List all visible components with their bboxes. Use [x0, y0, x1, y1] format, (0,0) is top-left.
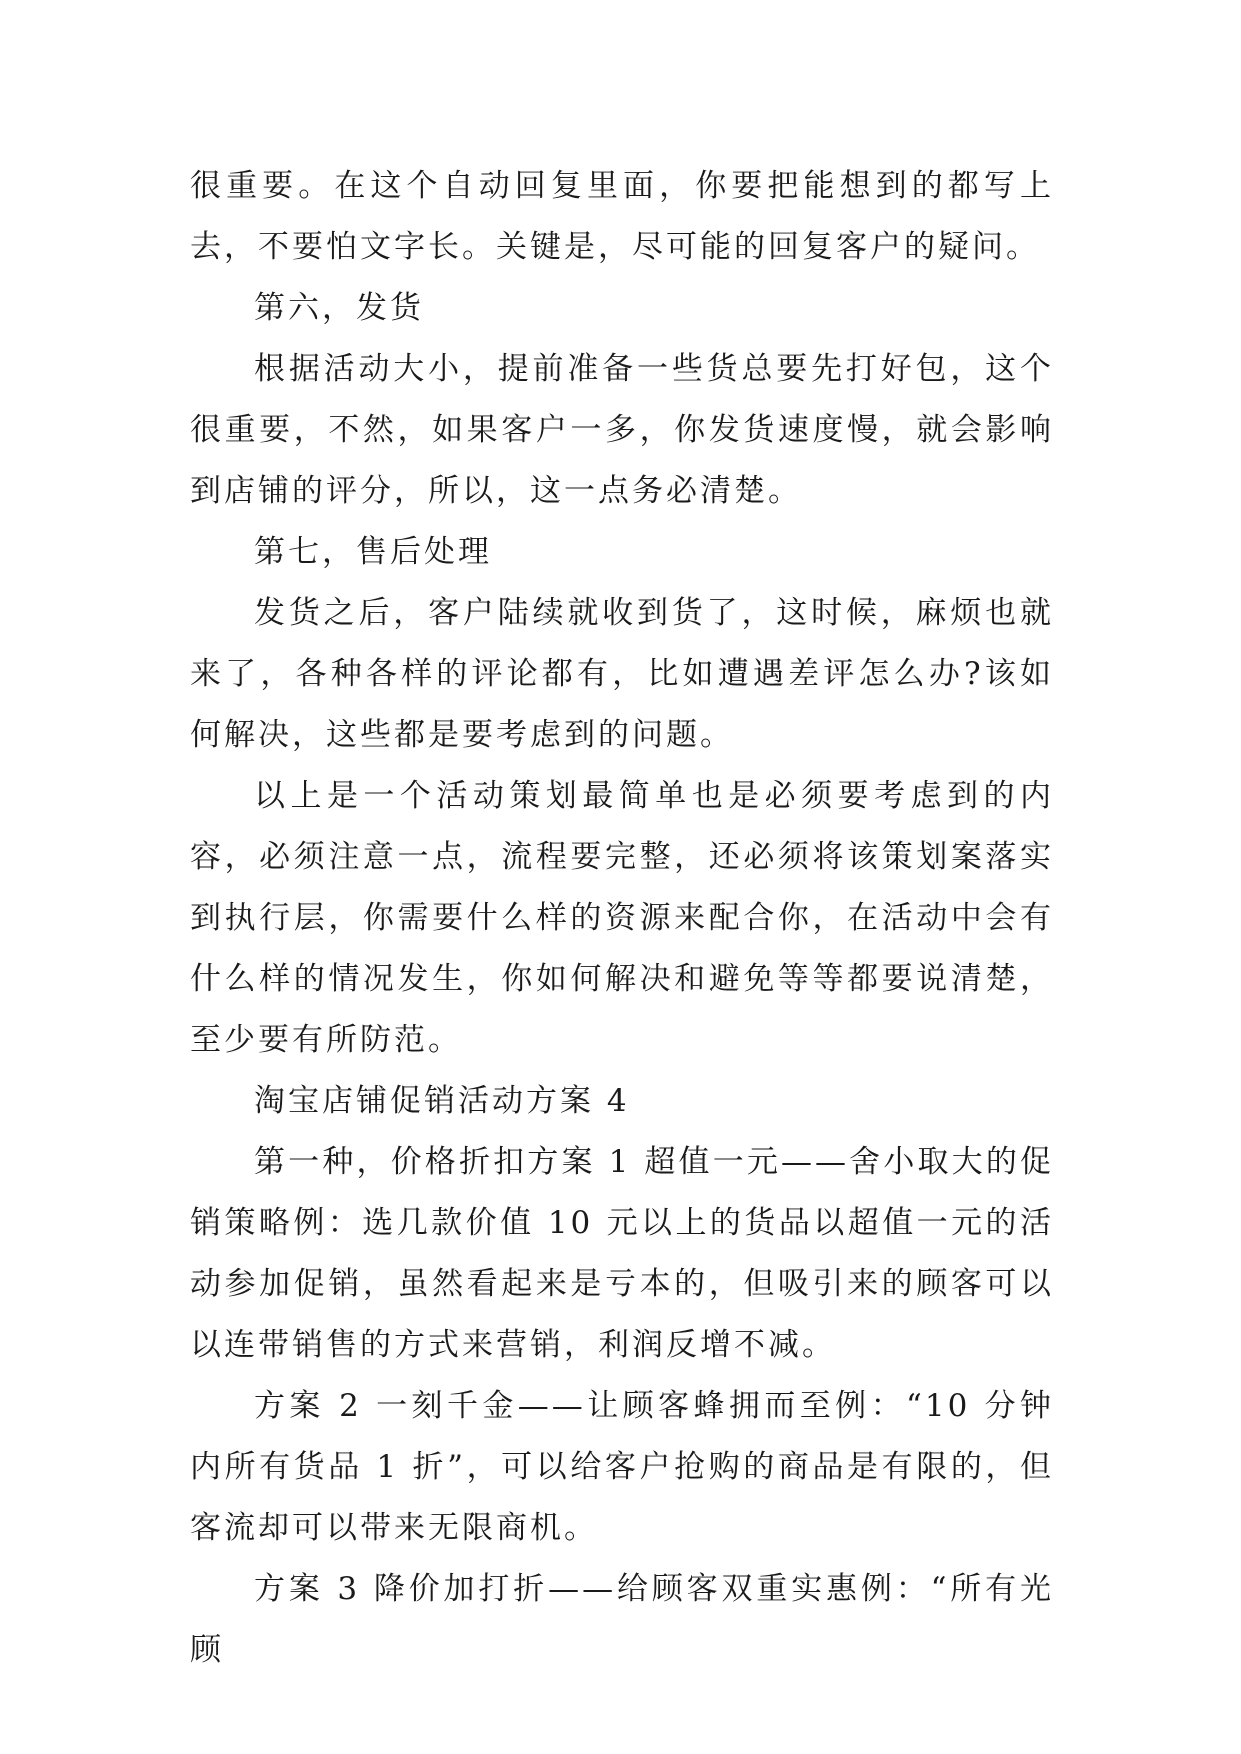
paragraph-shipping: 根据活动大小，提前准备一些货总要先打好包，这个很重要，不然，如果客户一多，你发货速度慢，就会影响到店铺的评分，所以，这一点务必清楚。	[190, 351, 1054, 509]
paragraph-plan-1: 第一种，价格折扣方案 1 超值一元——舍小取大的促销策略例：选几款价值 10 元以上的货品以超值一元的活动参加促销，虽然看起来是亏本的，但吸引来的顾客可以以连带销售的方式来营销，利润反增不减。	[190, 1144, 1054, 1363]
paragraph-after-sales: 发货之后，客户陆续就收到货了，这时候，麻烦也就来了，各种各样的评论都有，比如遭遇差评怎么办?该如何解决，这些都是要考虑到的问题。	[190, 595, 1054, 753]
document-body	[190, 156, 1054, 1681]
paragraph-summary: 以上是一个活动策划最简单也是必须要考虑到的内容，必须注意一点，流程要完整，还必须将该策划案落实到执行层，你需要什么样的资源来配合你，在活动中会有什么样的情况发生，你如何解决和避免等等都要说清楚，至少要有所防范。	[190, 778, 1054, 1058]
paragraph-plan-2: 方案 2 一刻千金——让顾客蜂拥而至例：“10 分钟内所有货品 1 折”，可以给客户抢购的商品是有限的，但客流却可以带来无限商机。	[190, 1388, 1054, 1546]
section-title-plan-4: 淘宝店铺促销活动方案 4	[254, 1083, 630, 1119]
heading-step-six-shipping: 第六，发货	[254, 290, 424, 326]
paragraph-plan-3: 方案 3 降价加打折——给顾客双重实惠例：“所有光顾	[190, 1571, 1054, 1668]
heading-step-seven-after-sales: 第七，售后处理	[254, 534, 492, 570]
paragraph-auto-reply-continued: 很重要。在这个自动回复里面，你要把能想到的都写上去，不要怕文字长。关键是，尽可能的回复客户的疑问。	[190, 168, 1054, 265]
